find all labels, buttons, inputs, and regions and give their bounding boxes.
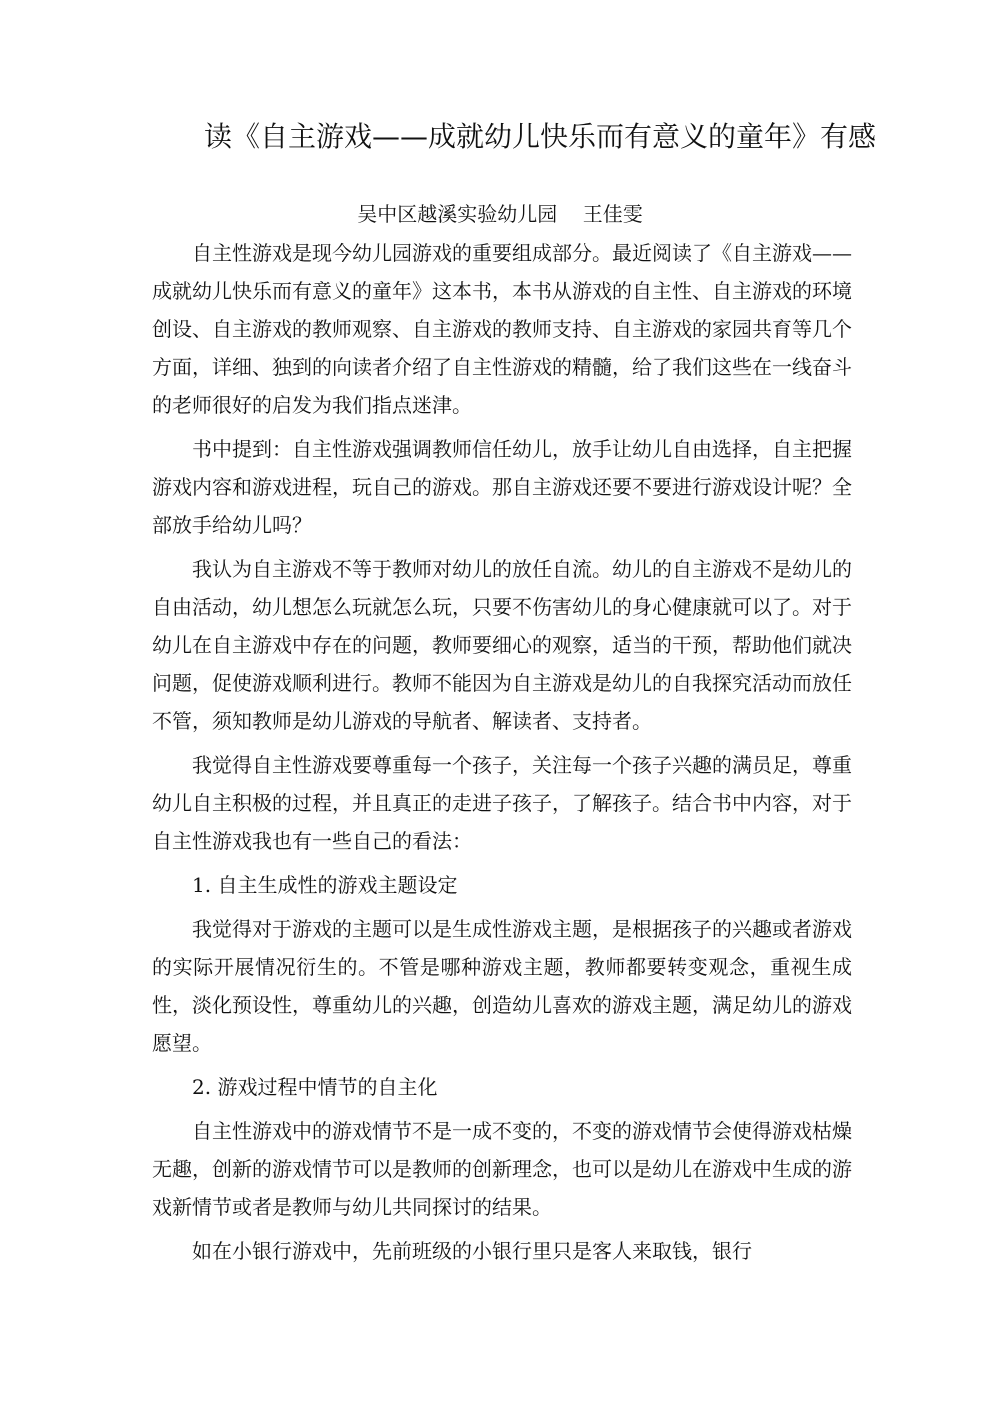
paragraph: 我认为自主游戏不等于教师对幼儿的放任自流。幼儿的自主游戏不是幼儿的自由活动，幼儿想怎么玩就怎么玩，只要不伤害幼儿的身心健康就可以了。对于幼儿在自主游戏中存在的问题，教师要细心的观察，适当的干预，帮助他们就决问题，促使游戏顺利进行。教师不能因为自主游戏是幼儿的自我探究活动而放任不管，须知教师是幼儿游戏的导航者、解读者、支持者。 xyxy=(152,557,852,733)
paragraph: 自主性游戏是现今幼儿园游戏的重要组成部分。最近阅读了《自主游戏——成就幼儿快乐而有意义的童年》这本书，本书从游戏的自主性、自主游戏的环境创设、自主游戏的教师观察、自主游戏的教师支持、自主游戏的家园共育等几个方面，详细、独到的向读者介绍了自主性游戏的精髓，给了我们这些在一线奋斗的老师很好的启发为我们指点迷津。 xyxy=(152,241,852,417)
paragraph: 自主性游戏中的游戏情节不是一成不变的，不变的游戏情节会使得游戏枯燥无趣，创新的游戏情节可以是教师的创新理念，也可以是幼儿在游戏中生成的游戏新情节或者是教师与幼儿共同探讨的结果。 xyxy=(152,1119,852,1219)
author-line: 吴中区越溪实验幼儿园 王佳雯 xyxy=(357,202,643,226)
section-heading: 2. 游戏过程中情节的自主化 xyxy=(192,1075,438,1099)
document-body xyxy=(152,234,852,1276)
paragraph: 书中提到：自主性游戏强调教师信任幼儿，放手让幼儿自由选择，自主把握游戏内容和游戏进程，玩自己的游戏。那自主游戏还要不要进行游戏设计呢？全部放手给幼儿吗？ xyxy=(152,437,852,537)
paragraph: 如在小银行游戏中，先前班级的小银行里只是客人来取钱，银行 xyxy=(192,1239,752,1263)
section-heading: 1. 自主生成性的游戏主题设定 xyxy=(192,873,458,897)
paragraph: 我觉得自主性游戏要尊重每一个孩子，关注每一个孩子兴趣的满员足，尊重幼儿自主积极的过程，并且真正的走进子孩子，了解孩子。结合书中内容，对于自主性游戏我也有一些自己的看法： xyxy=(152,753,852,853)
document-title: 读《自主游戏——成就幼儿快乐而有意义的童年》有感 xyxy=(203,120,876,153)
paragraph: 我觉得对于游戏的主题可以是生成性游戏主题，是根据孩子的兴趣或者游戏的实际开展情况衍生的。不管是哪种游戏主题，教师都要转变观念，重视生成性，淡化预设性，尊重幼儿的兴趣，创造幼儿喜欢的游戏主题，满足幼儿的游戏愿望。 xyxy=(152,917,852,1055)
